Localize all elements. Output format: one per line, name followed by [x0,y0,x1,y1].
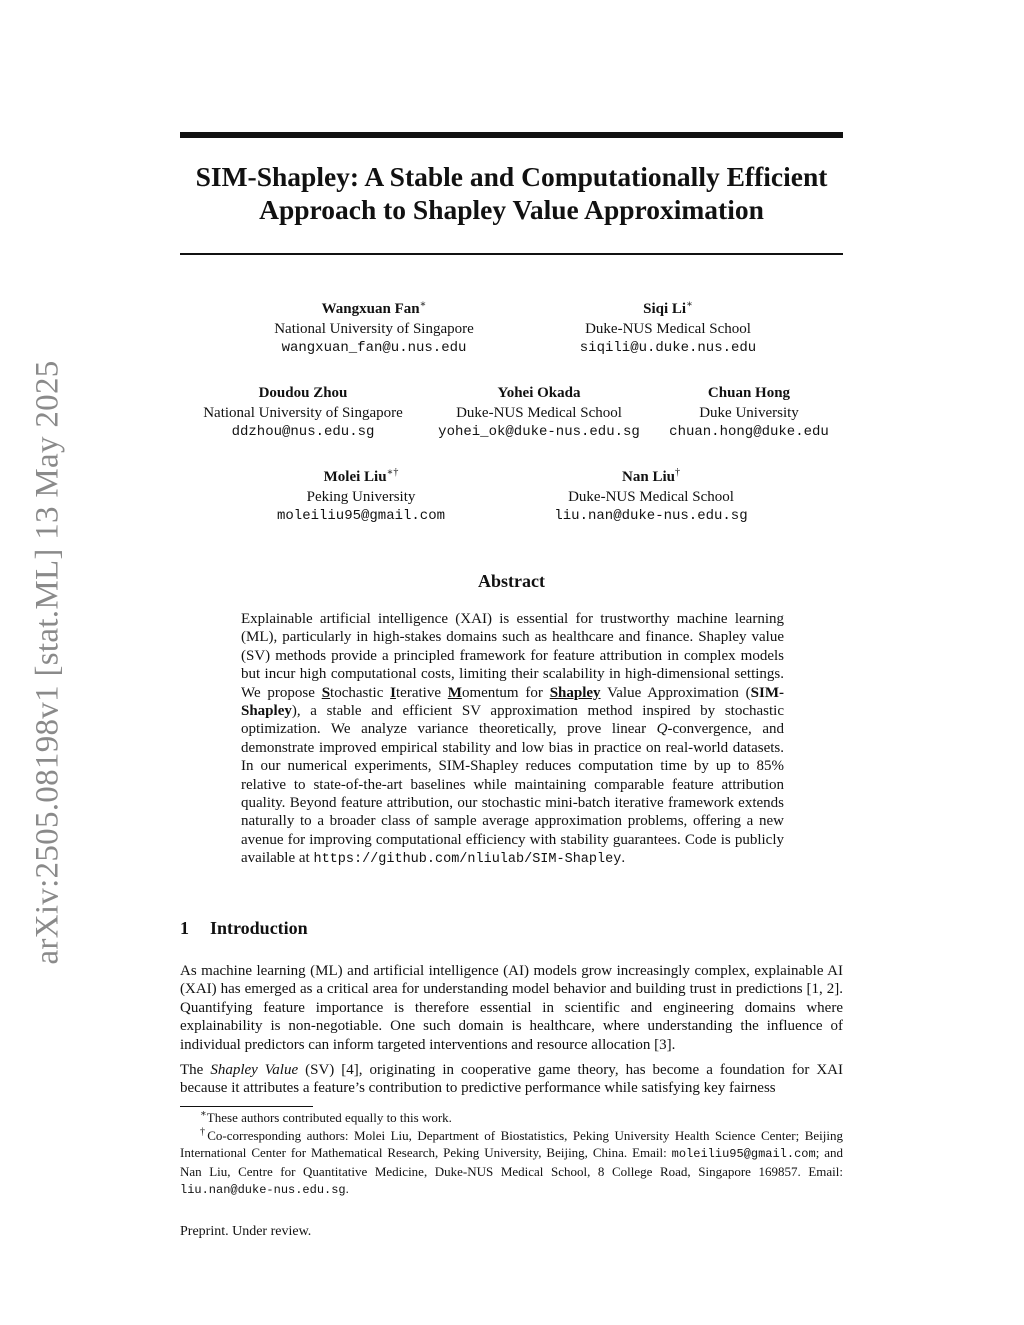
author-block [669,384,829,443]
footnote-text: Co-corresponding authors: Molei Liu, Department of Biostatistics, Peking University Health Science Center; Beijing International Center for Mathematical Research, Peking University, Beijing, China. Email: [180,1128,844,1160]
author-affiliation: National University of Singapore [274,320,474,337]
author-block [274,300,474,359]
title-rule-bottom [180,253,843,255]
author-email[interactable]: wangxuan_fan@u.nus.edu [281,340,467,356]
author-email[interactable]: yohei_ok@duke-nus.edu.sg [438,424,640,440]
abstract-part: terative [396,684,448,701]
intro-paragraph-1: As machine learning (ML) and artificial intelligence (AI) models grow increasingly complex, explainable AI (XAI) has emerged as a critical area for understanding model behavior and building trust in predictions [1, 2]. Quantifying feature importance is therefore essential in scientific and engineering domains where explainability is non-negotiable. One such domain is healthcare, where understanding the influence of individual predictors can inform targeted interventions and resource allocation [3]. [180,963,843,1053]
author-name: Chuan Hong [707,385,791,401]
paper-title: SIM-Shapley: A Stable and Computationally Efficient Approach to Shapley Value Approximation [195,161,828,225]
abstract-part: tochastic [330,684,391,701]
author-name-line [277,468,445,488]
acronym-word: Shapley [549,684,601,701]
author-name: Doudou Zhou [258,385,348,401]
abstract-part: omentum for [461,684,550,701]
author-name-line [203,384,403,404]
preprint-notice: Preprint. Under review. [180,1224,312,1239]
abstract-part: -convergence, and demonstrate improved empirical stability and low bias in practice on real-world datasets. In our numerical experiments, SIM-Shapley reduces computation time by up to 85% relative to state-of-the-art baselines while maintaining comparable feature attribution quality. Beyond feature attribution, our stochastic mini-batch iterative framework extends naturally to a broader class of sample average approximation problems, offering a new avenue for improving computational efficiency with stability guarantees. Code is publicly available at [241,721,785,867]
paragraph-part: The [180,1062,211,1078]
arxiv-identifier-text: arXiv:2505.08198v1 [stat.ML] 13 May 2025 [29,359,66,965]
footnote-1 [180,1109,843,1126]
math-symbol: Q [656,721,668,738]
title-rule-top [180,132,843,138]
author-affiliation: Duke-NUS Medical School [456,404,622,421]
italic-term: Shapley Value [210,1062,299,1078]
footnote-rule [180,1106,313,1107]
footnote-email[interactable]: liu.nan@duke-nus.edu.sg [180,1183,346,1197]
acronym-letter: M [447,684,462,701]
acronym-letter: S [321,684,331,701]
author-email[interactable]: moleiliu95@gmail.com [276,508,446,524]
author-affiliation: Duke University [699,404,799,421]
author-affiliation: Peking University [306,488,416,505]
footnote-text: These authors contributed equally to this work. [206,1110,452,1125]
footnote-2 [180,1127,843,1199]
abstract-part: . [621,850,626,867]
abstract-text [241,610,784,870]
author-mark: ∗† [386,467,399,478]
abstract-part: Explainable artificial intelligence (XAI) is essential for trustworthy machine learning (ML), particularly in high-stakes domains such as healthcare and finance. Shapley value (SV) methods provide a principled framework for feature attribution in complex models but incur high computational costs, limiting their scalability in high-dimensional settings. We propose [241,611,784,701]
author-name-line [274,300,474,320]
acronym-letter: I [390,684,396,701]
section-number: 1 [180,918,189,938]
author-name: Nan Liu [622,469,675,485]
author-name: Siqi Li [643,301,687,317]
author-email[interactable]: ddzhou@nus.edu.sg [231,424,375,440]
author-name: Wangxuan Fan [321,301,420,317]
author-name-line [669,384,829,404]
abstract-part: ), a stable and efficient SV approximation method inspired by stochastic optimization. We analyze variance theoretically, prove linear [241,703,784,738]
abstract-heading: Abstract [478,571,545,591]
arxiv-identifier [28,352,68,972]
footnote-text: . [345,1181,349,1196]
author-mark: ∗ [419,299,427,310]
author-mark: † [674,467,680,478]
paragraph-part: (SV) [4], originating in cooperative game theory, has become a foundation for XAI because it attributes a feature’s contribution to predictive performance while satisfying key fairness [180,1062,843,1097]
author-block [277,468,445,527]
footnote-text: ; and Nan Liu, Centre for Quantitative Medicine, Duke-NUS Medical School, 8 College Road, Singapore 169857. Email: [180,1145,843,1179]
author-name-line [554,468,747,488]
author-name-line [438,384,640,404]
author-block [554,468,747,527]
author-block [580,300,756,359]
section-heading-introduction [180,918,843,939]
author-name: Yohei Okada [497,385,581,401]
author-email[interactable]: liu.nan@duke-nus.edu.sg [554,508,748,524]
footnote-mark: † [200,1126,208,1138]
method-name: SIM-Shapley [241,684,784,720]
author-email[interactable]: chuan.hong@duke.edu [669,424,829,440]
author-name: Molei Liu [323,469,387,485]
footnote-email[interactable]: moleiliu95@gmail.com [671,1147,816,1161]
author-mark: ∗ [686,299,693,310]
abstract-part: Value Approximation ( [600,684,751,701]
intro-paragraph-2 [180,1061,843,1098]
author-affiliation: National University of Singapore [203,404,403,421]
author-affiliation: Duke-NUS Medical School [585,320,751,337]
author-affiliation: Duke-NUS Medical School [568,488,734,505]
footnote-mark: ∗ [200,1108,207,1120]
author-block [203,384,403,443]
section-title: Introduction [210,918,308,938]
author-block [438,384,640,443]
code-url-link[interactable]: https://github.com/nliulab/SIM-Shapley [313,852,622,868]
author-email[interactable]: siqili@u.duke.nus.edu [579,340,757,356]
author-name-line [580,300,756,320]
